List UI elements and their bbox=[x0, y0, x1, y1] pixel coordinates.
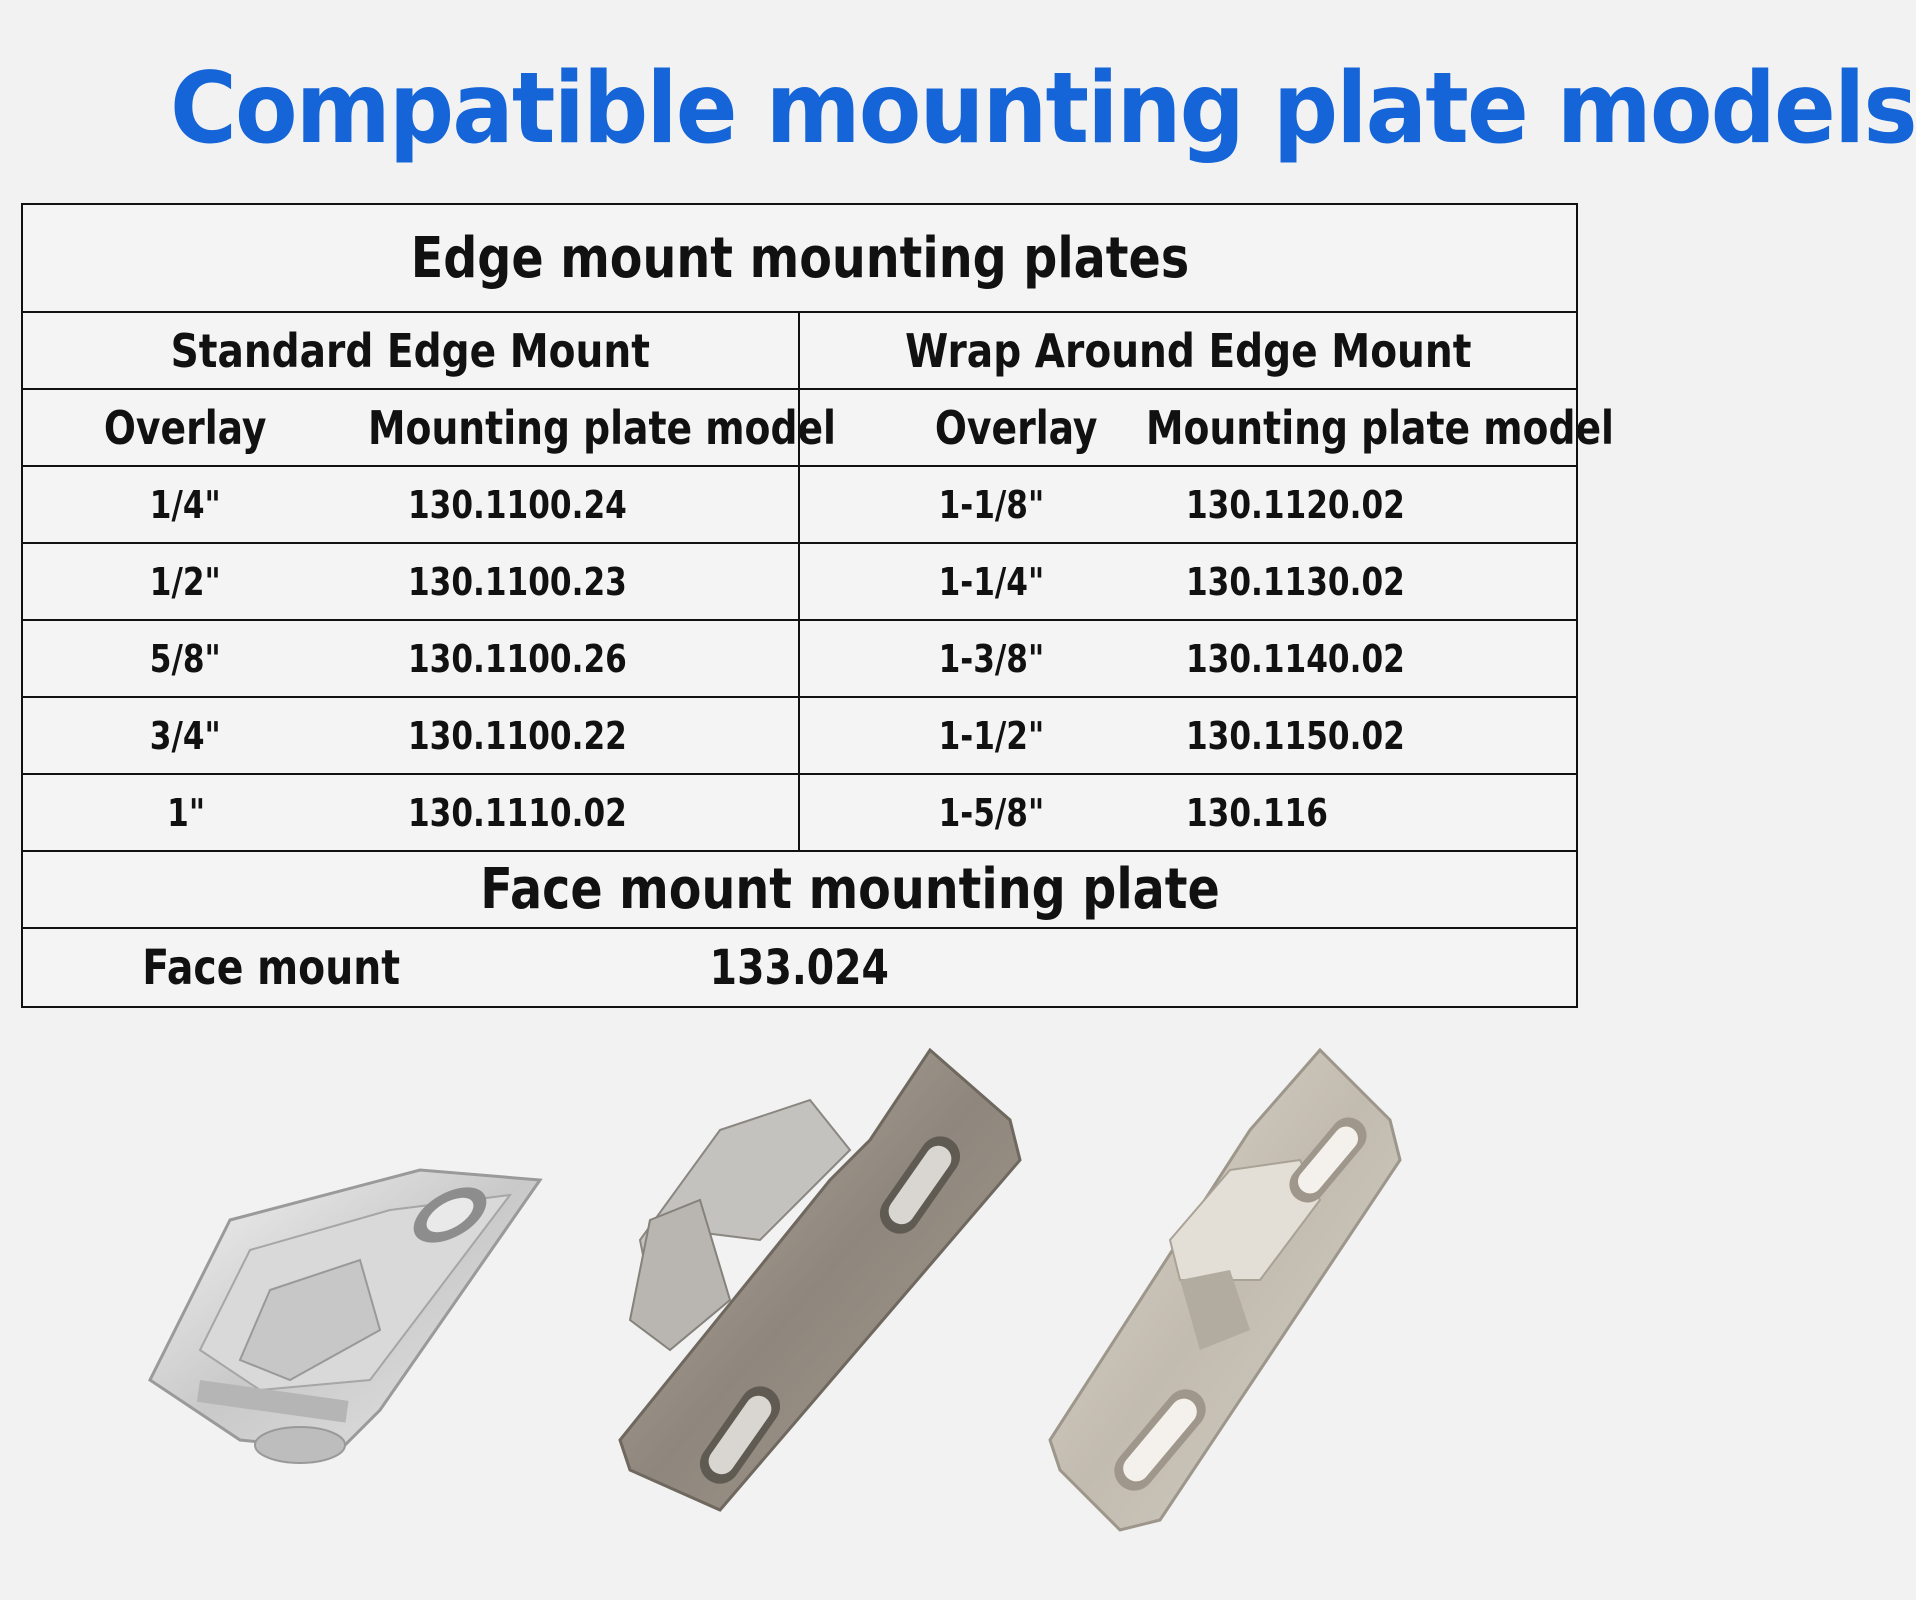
table-row bbox=[23, 544, 1576, 621]
standard-model: 130.1110.02 bbox=[408, 790, 628, 835]
standard-model-cell bbox=[348, 775, 797, 850]
wrap-overlay-header: Overlay bbox=[935, 400, 1098, 455]
edge-mount-heading: Edge mount mounting plates bbox=[410, 225, 1189, 291]
standard-edge-title: Standard Edge Mount bbox=[170, 323, 650, 378]
table-row bbox=[23, 467, 1576, 544]
wrap-cell bbox=[800, 775, 1577, 850]
wrap-model-header-cell bbox=[1126, 390, 1614, 465]
table-row bbox=[23, 775, 1576, 852]
standard-model: 130.1100.24 bbox=[408, 482, 628, 527]
standard-model: 130.1100.26 bbox=[408, 636, 628, 681]
wrap-overlay-cell bbox=[800, 775, 1126, 850]
wrap-edge-title-cell bbox=[800, 313, 1577, 388]
face-mount-label-cell bbox=[23, 929, 520, 1006]
wrap-edge-title: Wrap Around Edge Mount bbox=[904, 323, 1471, 378]
wrap-overlay: 1-3/8" bbox=[938, 636, 1045, 681]
standard-overlay: 3/4" bbox=[150, 713, 222, 758]
standard-cell bbox=[23, 698, 800, 773]
wrap-overlay-cell bbox=[800, 467, 1126, 542]
face-mount-model-cell bbox=[520, 929, 1079, 1006]
face-mount-model: 133.024 bbox=[709, 939, 890, 996]
wrap-cell bbox=[800, 621, 1577, 696]
wrap-cell bbox=[800, 544, 1577, 619]
wrap-model-cell bbox=[1126, 698, 1576, 773]
wrap-overlay: 1-1/8" bbox=[938, 482, 1045, 527]
table-row bbox=[23, 621, 1576, 698]
wrap-overlay: 1-1/2" bbox=[938, 713, 1045, 758]
wrap-overlay: 1-5/8" bbox=[938, 790, 1045, 835]
standard-overlay-cell bbox=[23, 544, 348, 619]
standard-header-cell bbox=[23, 390, 837, 465]
standard-model-cell bbox=[348, 467, 797, 542]
edge-mount-heading-row bbox=[23, 205, 1576, 313]
wrap-model-cell bbox=[1126, 621, 1576, 696]
wrap-model-cell bbox=[1126, 775, 1576, 850]
standard-overlay: 1/2" bbox=[150, 559, 222, 604]
wrap-overlay: 1-1/4" bbox=[938, 559, 1045, 604]
standard-overlay: 1/4" bbox=[150, 482, 222, 527]
wrap-model-header: Mounting plate model bbox=[1145, 400, 1614, 455]
wrap-model-cell bbox=[1126, 467, 1576, 542]
standard-model-header-cell bbox=[348, 390, 837, 465]
face-mount-label: Face mount bbox=[142, 939, 401, 996]
standard-overlay-cell bbox=[23, 621, 348, 696]
wrap-model: 130.1150.02 bbox=[1185, 713, 1405, 758]
wrap-overlay-cell bbox=[800, 544, 1126, 619]
standard-overlay: 1" bbox=[166, 790, 205, 835]
standard-overlay-cell bbox=[23, 467, 348, 542]
table-row bbox=[23, 698, 1576, 775]
edge-subheading-row bbox=[23, 313, 1576, 390]
standard-overlay-header-cell bbox=[23, 390, 348, 465]
face-mount-plate-image bbox=[140, 1150, 560, 1490]
standard-model: 130.1100.22 bbox=[408, 713, 628, 758]
standard-model-header: Mounting plate model bbox=[368, 400, 837, 455]
standard-model-cell bbox=[348, 621, 797, 696]
standard-overlay-header: Overlay bbox=[104, 400, 267, 455]
wrap-overlay-cell bbox=[800, 621, 1126, 696]
wrap-model: 130.1130.02 bbox=[1185, 559, 1405, 604]
standard-model-cell bbox=[348, 544, 797, 619]
face-mount-heading: Face mount mounting plate bbox=[480, 857, 1221, 922]
standard-cell bbox=[23, 467, 800, 542]
standard-edge-title-cell bbox=[23, 313, 800, 388]
compatibility-table bbox=[21, 203, 1614, 1008]
product-images bbox=[0, 1040, 1600, 1580]
wrap-cell bbox=[800, 467, 1577, 542]
standard-overlay-cell bbox=[23, 775, 348, 850]
page-title: Compatible mounting plate models bbox=[170, 52, 1916, 166]
face-mount-row bbox=[23, 929, 1576, 1006]
wrap-model: 130.1140.02 bbox=[1185, 636, 1405, 681]
wrap-model: 130.1120.02 bbox=[1185, 482, 1405, 527]
wrap-model: 130.116 bbox=[1185, 790, 1328, 835]
standard-overlay: 5/8" bbox=[150, 636, 222, 681]
wrap-model-cell bbox=[1126, 544, 1576, 619]
standard-overlay-cell bbox=[23, 698, 348, 773]
standard-edge-mount-plate-image bbox=[610, 1040, 1040, 1550]
wrap-overlay-header-cell bbox=[800, 390, 1126, 465]
wrap-cell bbox=[800, 698, 1577, 773]
standard-cell bbox=[23, 544, 800, 619]
column-header-row bbox=[23, 390, 1614, 467]
standard-cell bbox=[23, 775, 800, 850]
wrap-around-edge-mount-plate-image bbox=[1050, 1040, 1430, 1550]
face-mount-heading-row bbox=[23, 852, 1576, 929]
standard-model-cell bbox=[348, 698, 797, 773]
standard-cell bbox=[23, 621, 800, 696]
wrap-overlay-cell bbox=[800, 698, 1126, 773]
wrap-header-cell bbox=[800, 390, 1614, 465]
standard-model: 130.1100.23 bbox=[408, 559, 628, 604]
